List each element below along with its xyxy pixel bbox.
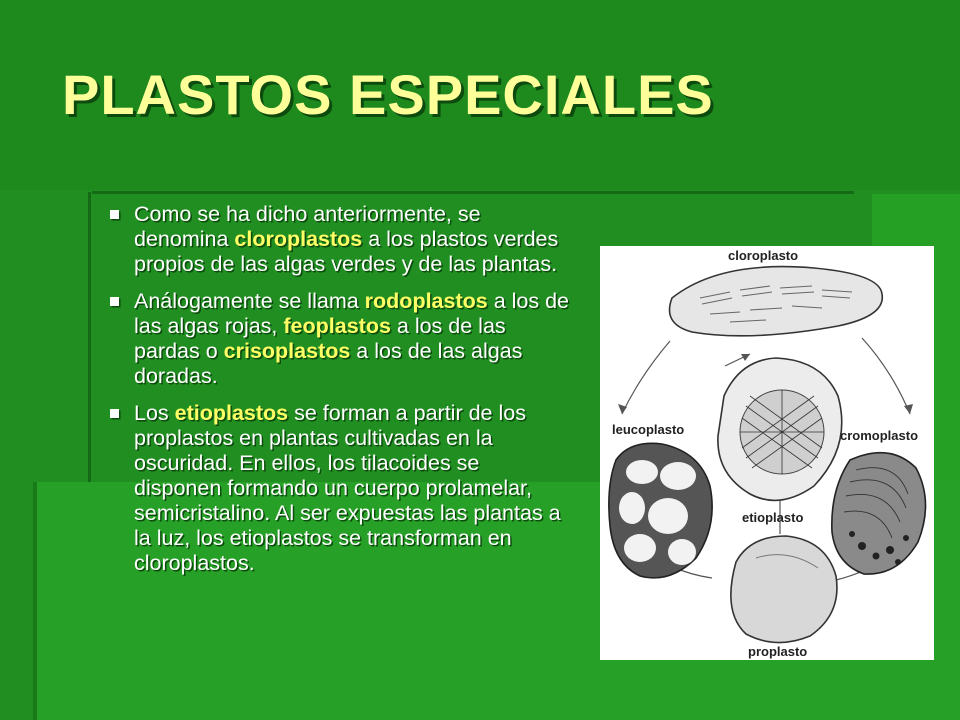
arrow-cloro-leuco <box>622 341 670 414</box>
bullet-item <box>108 401 570 576</box>
square-bullet-icon <box>110 409 119 418</box>
bullet-text: a los de las pardas o <box>134 314 506 363</box>
chloroplast-drawing <box>670 267 883 336</box>
highlighted-term: feoplastos <box>283 314 391 338</box>
bullet-text: a los de las algas rojas, <box>134 289 569 338</box>
highlighted-term: rodoplastos <box>364 289 488 313</box>
arrow-cloro-cromo <box>862 338 910 414</box>
label-cloroplasto: cloroplasto <box>728 248 799 263</box>
plastid-diagram-svg <box>600 246 934 660</box>
highlighted-term: etioplastos <box>174 401 289 425</box>
decorative-line-horizontal <box>92 191 854 194</box>
bullet-item <box>108 289 570 389</box>
square-bullet-icon <box>110 297 119 306</box>
leucoplast-drawing <box>609 443 712 578</box>
highlighted-term: cloroplastos <box>234 227 363 251</box>
slide-title: PLASTOS ESPECIALES <box>62 63 714 126</box>
highlighted-term: crisoplastos <box>223 339 351 363</box>
proplastid-drawing <box>731 536 837 643</box>
chromoplast-drawing <box>832 453 926 574</box>
square-bullet-icon <box>110 210 119 219</box>
plastid-diagram <box>600 246 934 660</box>
bullet-text: a los plastos verdes propios de las algas verdes y de las plantas. <box>134 227 559 276</box>
label-cromoplasto: cromoplasto <box>840 428 919 443</box>
label-leucoplasto: leucoplasto <box>612 422 685 437</box>
decorative-edge-bottom <box>33 482 37 720</box>
bullet-text: Como se ha dicho anteriormente, se denomina <box>134 202 481 251</box>
bullet-text: se forman a partir de los proplastos en plantas cultivadas en la oscuridad. En ellos, los tilacoides se disponen formando un cuerpo prolamelar, semicristalino. Al ser expuestas las plantas a la luz, los etioplastos se transforman en cloroplastos. <box>134 401 561 575</box>
decorative-line-vertical <box>88 192 91 482</box>
bullet-text: Los <box>134 401 175 425</box>
etioplast-drawing <box>718 358 842 500</box>
bullet-item <box>108 202 570 277</box>
bullet-text: Análogamente se llama <box>134 289 365 313</box>
label-proplasto: proplasto <box>748 644 808 659</box>
bullet-list <box>108 202 570 588</box>
bullet-text: a los de las algas doradas. <box>134 339 523 388</box>
label-etioplasto: etioplasto <box>742 510 804 525</box>
arrowhead <box>904 404 913 414</box>
